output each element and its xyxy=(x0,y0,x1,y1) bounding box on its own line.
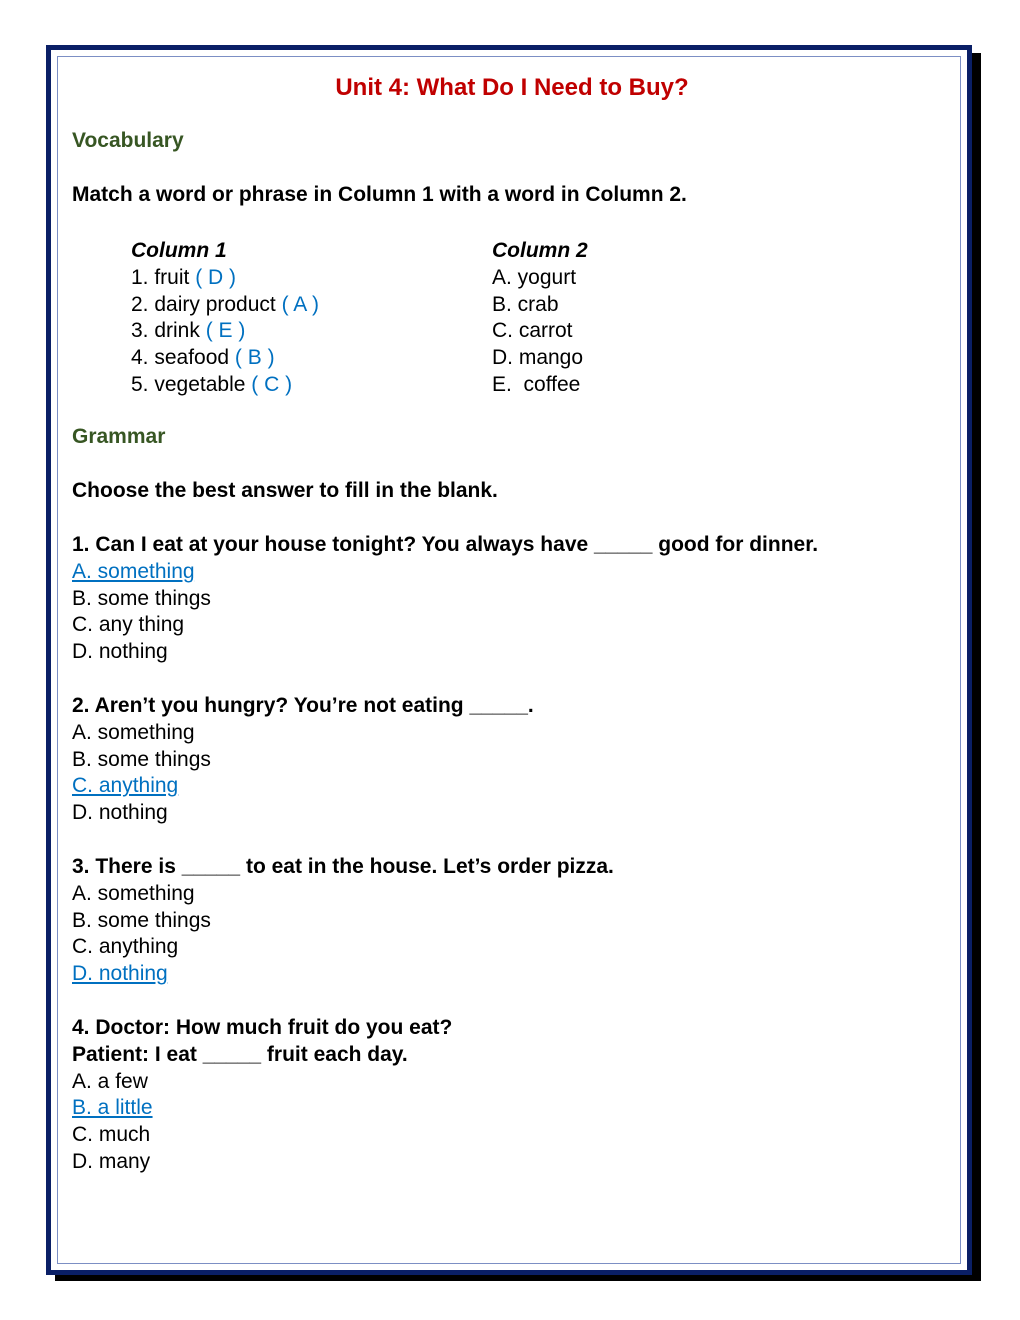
answer-option: D. nothing xyxy=(72,801,168,825)
column-1 xyxy=(131,238,319,399)
answer-option: A. a few xyxy=(72,1069,148,1093)
answer-option: A. something xyxy=(72,881,195,905)
question-4 xyxy=(72,1015,452,1176)
grammar-heading: Grammar xyxy=(72,425,166,448)
column-2 xyxy=(492,238,588,399)
answer-option: C. anything xyxy=(72,935,179,959)
question-3 xyxy=(72,854,614,988)
column-2-header: Column 2 xyxy=(492,239,588,262)
column-1-item-text: 5. vegetable xyxy=(131,372,246,396)
column-1-item xyxy=(131,372,319,399)
column-1-item-text: 2. dairy product xyxy=(131,292,276,316)
column-1-header: Column 1 xyxy=(131,239,227,262)
column-2-item: C. carrot xyxy=(492,319,573,343)
answer-option-correct: B. a little xyxy=(72,1096,153,1120)
column-1-item-answer: ( E ) xyxy=(205,319,246,343)
question-1 xyxy=(72,532,818,666)
page-title: Unit 4: What Do I Need to Buy? xyxy=(335,74,689,101)
answer-option: B. some things xyxy=(72,747,211,771)
question-stem: 1. Can I eat at your house tonight? You always have _____ good for dinner. xyxy=(72,533,819,556)
question-stem: 4. Doctor: How much fruit do you eat? xyxy=(72,1016,453,1039)
answer-option-correct: C. anything xyxy=(72,774,179,798)
column-1-item xyxy=(131,345,319,372)
answer-option: C. any thing xyxy=(72,613,185,637)
column-2-item: B. crab xyxy=(492,292,559,316)
column-1-item-answer: ( A ) xyxy=(281,292,319,316)
column-1-item-text: 3. drink xyxy=(131,319,200,343)
answer-option: C. much xyxy=(72,1123,151,1147)
column-2-item: A. yogurt xyxy=(492,265,577,289)
column-1-item xyxy=(131,265,319,292)
grammar-instruction: Choose the best answer to fill in the blank. xyxy=(72,479,498,502)
answer-option: D. nothing xyxy=(72,640,168,664)
question-2 xyxy=(72,693,534,827)
column-1-item-answer: ( B ) xyxy=(234,346,275,370)
vocabulary-heading: Vocabulary xyxy=(72,129,184,152)
column-1-item xyxy=(131,318,319,345)
vocabulary-instruction: Match a word or phrase in Column 1 with a word in Column 2. xyxy=(72,183,687,206)
column-1-item-answer: ( D ) xyxy=(195,265,237,289)
answer-option: D. many xyxy=(72,1149,151,1173)
answer-option: B. some things xyxy=(72,586,211,610)
column-1-item-text: 1. fruit xyxy=(131,265,190,289)
question-stem-line-2: Patient: I eat _____ fruit each day. xyxy=(72,1042,408,1066)
answer-option-correct: D. nothing xyxy=(72,962,168,986)
column-1-item xyxy=(131,292,319,319)
column-2-item: D. mango xyxy=(492,346,584,370)
question-stem: 2. Aren’t you hungry? You’re not eating _____. xyxy=(72,694,534,717)
column-1-item-text: 4. seafood xyxy=(131,346,235,370)
column-2-item: E. coffee xyxy=(492,372,581,396)
question-stem: 3. There is _____ to eat in the house. Let’s order pizza. xyxy=(72,855,614,878)
column-1-item-answer: ( C ) xyxy=(251,372,293,396)
answer-option: A. something xyxy=(72,720,195,744)
answer-option-correct: A. something xyxy=(72,559,195,583)
answer-option: B. some things xyxy=(72,908,211,932)
